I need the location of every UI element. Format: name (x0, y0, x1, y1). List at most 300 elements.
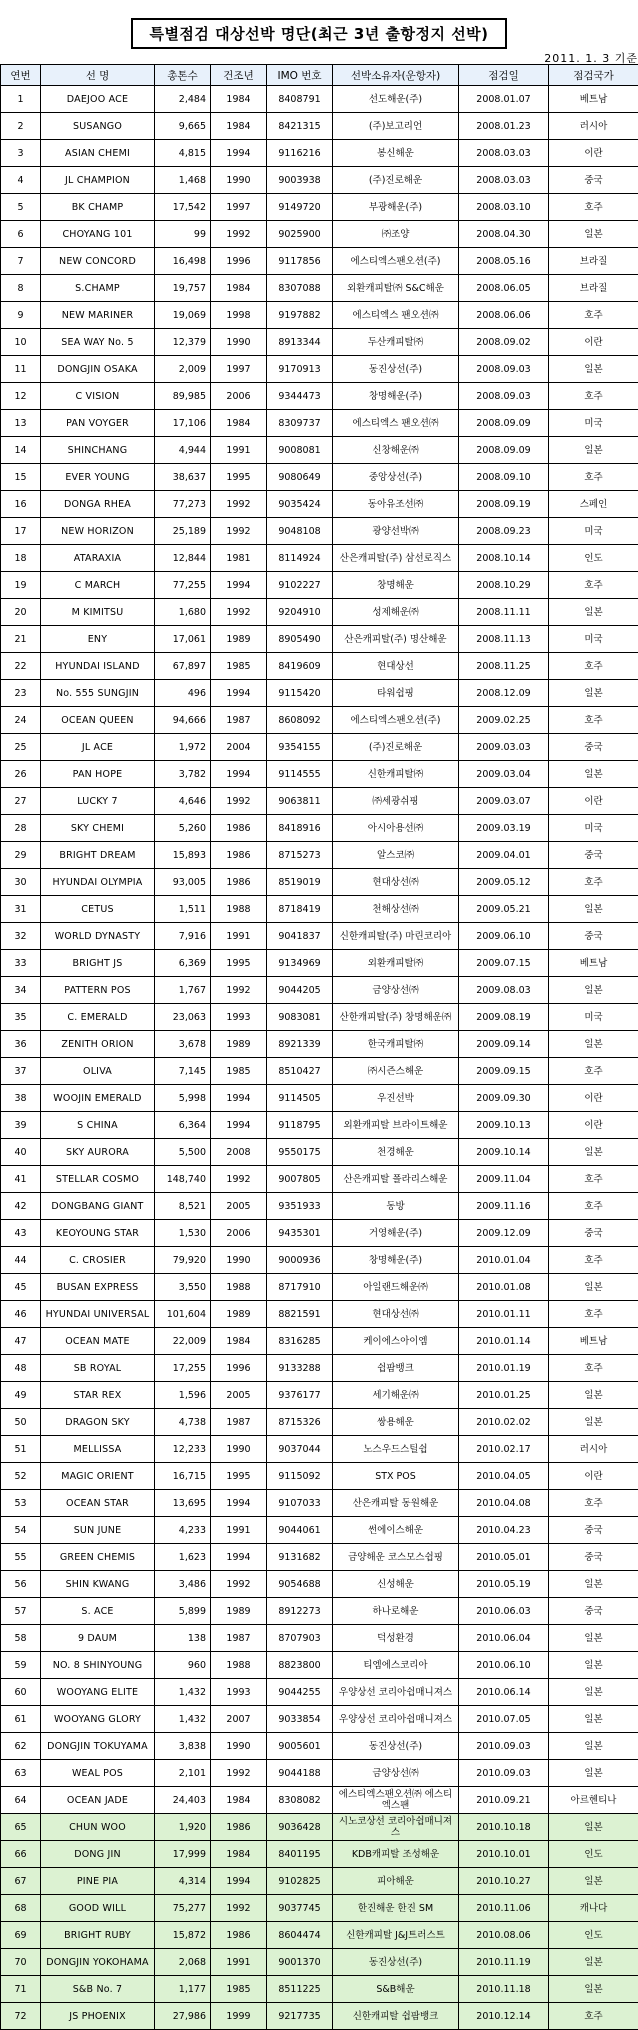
cell-no: 4 (1, 167, 41, 194)
cell-ship-name: OLIVA (41, 1058, 155, 1085)
cell-imo: 9025900 (267, 221, 333, 248)
cell-country: 러시아 (549, 1436, 638, 1463)
cell-inspection-date: 2010.01.14 (459, 1328, 549, 1355)
cell-gross-tonnage: 3,550 (155, 1274, 211, 1301)
cell-inspection-date: 2009.07.15 (459, 950, 549, 977)
cell-gross-tonnage: 5,998 (155, 1085, 211, 1112)
cell-imo: 9170913 (267, 356, 333, 383)
cell-build-year: 1984 (211, 275, 267, 302)
cell-imo: 9114505 (267, 1085, 333, 1112)
cell-owner: (주)보고리언 (333, 113, 459, 140)
cell-imo: 9083081 (267, 1004, 333, 1031)
cell-imo: 8717910 (267, 1274, 333, 1301)
cell-ship-name: NEW MARINER (41, 302, 155, 329)
cell-build-year: 2006 (211, 383, 267, 410)
cell-inspection-date: 2010.10.18 (459, 1814, 549, 1841)
cell-country: 이란 (549, 140, 638, 167)
cell-imo: 8715326 (267, 1409, 333, 1436)
cell-inspection-date: 2008.01.07 (459, 86, 549, 113)
cell-inspection-date: 2010.06.04 (459, 1625, 549, 1652)
cell-owner: STX POS (333, 1463, 459, 1490)
cell-imo: 9044255 (267, 1679, 333, 1706)
cell-gross-tonnage: 15,872 (155, 1922, 211, 1949)
cell-build-year: 1988 (211, 1274, 267, 1301)
cell-inspection-date: 2010.01.19 (459, 1355, 549, 1382)
table-row (1, 167, 638, 194)
cell-country: 호주 (549, 1490, 638, 1517)
cell-inspection-date: 2008.03.03 (459, 167, 549, 194)
cell-no: 30 (1, 869, 41, 896)
cell-ship-name: C MARCH (41, 572, 155, 599)
table-row (1, 1463, 638, 1490)
cell-build-year: 2006 (211, 1220, 267, 1247)
table-row (1, 1490, 638, 1517)
cell-imo: 8905490 (267, 626, 333, 653)
cell-build-year: 1993 (211, 1004, 267, 1031)
cell-inspection-date: 2008.09.03 (459, 383, 549, 410)
cell-ship-name: MAGIC ORIENT (41, 1463, 155, 1490)
cell-owner: 금양상선㈜ (333, 1760, 459, 1787)
cell-owner: 쌍용해운 (333, 1409, 459, 1436)
cell-owner: 두산캐피탈㈜ (333, 329, 459, 356)
cell-ship-name: PAN VOYGER (41, 410, 155, 437)
cell-imo: 9354155 (267, 734, 333, 761)
cell-gross-tonnage: 4,738 (155, 1409, 211, 1436)
cell-build-year: 1986 (211, 1814, 267, 1841)
cell-country: 중국 (549, 1598, 638, 1625)
cell-inspection-date: 2008.09.09 (459, 410, 549, 437)
cell-ship-name: DONGJIN TOKUYAMA (41, 1733, 155, 1760)
cell-imo: 8718419 (267, 896, 333, 923)
cell-gross-tonnage: 5,500 (155, 1139, 211, 1166)
cell-country: 인도 (549, 1841, 638, 1868)
cell-imo: 9204910 (267, 599, 333, 626)
cell-ship-name: DONG JIN (41, 1841, 155, 1868)
cell-ship-name: SB ROYAL (41, 1355, 155, 1382)
cell-ship-name: SKY AURORA (41, 1139, 155, 1166)
cell-imo: 9351933 (267, 1193, 333, 1220)
cell-no: 2 (1, 113, 41, 140)
cell-build-year: 1991 (211, 923, 267, 950)
cell-build-year: 1995 (211, 950, 267, 977)
cell-inspection-date: 2010.07.05 (459, 1706, 549, 1733)
cell-ship-name: JL ACE (41, 734, 155, 761)
cell-gross-tonnage: 3,678 (155, 1031, 211, 1058)
cell-gross-tonnage: 1,972 (155, 734, 211, 761)
cell-build-year: 1987 (211, 707, 267, 734)
table-row (1, 1814, 638, 1841)
cell-inspection-date: 2008.03.03 (459, 140, 549, 167)
cell-inspection-date: 2008.06.06 (459, 302, 549, 329)
cell-ship-name: OCEAN MATE (41, 1328, 155, 1355)
cell-inspection-date: 2008.10.14 (459, 545, 549, 572)
cell-owner: 덕성환경 (333, 1625, 459, 1652)
cell-country: 중국 (549, 1517, 638, 1544)
cell-owner: 우양상선 코리아쉽매니져스 (333, 1679, 459, 1706)
cell-no: 16 (1, 491, 41, 518)
cell-gross-tonnage: 23,063 (155, 1004, 211, 1031)
cell-gross-tonnage: 1,920 (155, 1814, 211, 1841)
cell-country: 일본 (549, 437, 638, 464)
cell-no: 25 (1, 734, 41, 761)
cell-no: 52 (1, 1463, 41, 1490)
cell-imo: 9063811 (267, 788, 333, 815)
cell-country: 일본 (549, 1814, 638, 1841)
table-row (1, 815, 638, 842)
cell-no: 53 (1, 1490, 41, 1517)
cell-inspection-date: 2008.10.29 (459, 572, 549, 599)
cell-owner: KDB캐피탈 조성해운 (333, 1841, 459, 1868)
cell-country: 이란 (549, 1112, 638, 1139)
cell-imo: 9102227 (267, 572, 333, 599)
cell-imo: 9008081 (267, 437, 333, 464)
cell-ship-name: NEW CONCORD (41, 248, 155, 275)
cell-ship-name: No. 555 SUNGJIN (41, 680, 155, 707)
cell-imo: 9107033 (267, 1490, 333, 1517)
table-row (1, 1625, 638, 1652)
table-row (1, 680, 638, 707)
table-row (1, 302, 638, 329)
cell-country: 스페인 (549, 491, 638, 518)
cell-ship-name: C. EMERALD (41, 1004, 155, 1031)
table-row (1, 1328, 638, 1355)
cell-owner: 산은캐피탈 동원해운 (333, 1490, 459, 1517)
cell-build-year: 1994 (211, 572, 267, 599)
cell-owner: 신한캐피탈(주) 마린코리아 (333, 923, 459, 950)
cell-build-year: 1997 (211, 194, 267, 221)
cell-owner: 썬에이스해운 (333, 1517, 459, 1544)
cell-imo: 9117856 (267, 248, 333, 275)
cell-owner: 산한캐피탈(주) 창명해운㈜ (333, 1004, 459, 1031)
cell-inspection-date: 2009.03.04 (459, 761, 549, 788)
cell-imo: 9041837 (267, 923, 333, 950)
cell-inspection-date: 2008.01.23 (459, 113, 549, 140)
cell-owner: 금양상선㈜ (333, 977, 459, 1004)
cell-no: 43 (1, 1220, 41, 1247)
cell-build-year: 1984 (211, 410, 267, 437)
cell-imo: 9001370 (267, 1949, 333, 1976)
table-row (1, 626, 638, 653)
cell-imo: 9007805 (267, 1166, 333, 1193)
cell-no: 38 (1, 1085, 41, 1112)
cell-country: 호주 (549, 1193, 638, 1220)
cell-owner: ㈜세광쉬핑 (333, 788, 459, 815)
cell-country: 호주 (549, 1166, 638, 1193)
cell-country: 베트남 (549, 1328, 638, 1355)
table-row (1, 1112, 638, 1139)
cell-inspection-date: 2010.10.27 (459, 1868, 549, 1895)
cell-owner: 현대상선 (333, 653, 459, 680)
cell-inspection-date: 2010.09.21 (459, 1787, 549, 1814)
cell-gross-tonnage: 8,521 (155, 1193, 211, 1220)
cell-country: 인도 (549, 545, 638, 572)
cell-inspection-date: 2009.08.19 (459, 1004, 549, 1031)
cell-no: 56 (1, 1571, 41, 1598)
cell-no: 51 (1, 1436, 41, 1463)
cell-country: 미국 (549, 1004, 638, 1031)
cell-country: 미국 (549, 518, 638, 545)
cell-owner: 신한캐피탈㈜ (333, 761, 459, 788)
cell-build-year: 1990 (211, 1247, 267, 1274)
table-row (1, 1652, 638, 1679)
cell-inspection-date: 2010.05.01 (459, 1544, 549, 1571)
cell-country: 베트남 (549, 950, 638, 977)
cell-inspection-date: 2010.05.19 (459, 1571, 549, 1598)
cell-country: 호주 (549, 653, 638, 680)
cell-owner: (주)진로해운 (333, 167, 459, 194)
table-row (1, 1517, 638, 1544)
cell-build-year: 1994 (211, 761, 267, 788)
table-row (1, 1895, 638, 1922)
cell-imo: 9134969 (267, 950, 333, 977)
cell-country: 중국 (549, 1544, 638, 1571)
table-row (1, 977, 638, 1004)
cell-owner: ㈜시즌스해운 (333, 1058, 459, 1085)
cell-country: 호주 (549, 383, 638, 410)
cell-country: 호주 (549, 1247, 638, 1274)
cell-inspection-date: 2009.11.04 (459, 1166, 549, 1193)
cell-build-year: 2007 (211, 1706, 267, 1733)
cell-ship-name: GREEN CHEMIS (41, 1544, 155, 1571)
cell-gross-tonnage: 6,369 (155, 950, 211, 977)
cell-build-year: 1985 (211, 1058, 267, 1085)
cell-country: 호주 (549, 464, 638, 491)
cell-owner: 우진선박 (333, 1085, 459, 1112)
cell-gross-tonnage: 13,695 (155, 1490, 211, 1517)
table-row (1, 1733, 638, 1760)
cell-country: 중국 (549, 842, 638, 869)
cell-build-year: 1995 (211, 464, 267, 491)
cell-inspection-date: 2009.10.14 (459, 1139, 549, 1166)
reference-date: 2011. 1. 3 기준 (544, 50, 638, 66)
cell-country: 중국 (549, 734, 638, 761)
table-row (1, 842, 638, 869)
cell-no: 69 (1, 1922, 41, 1949)
cell-ship-name: S CHINA (41, 1112, 155, 1139)
cell-inspection-date: 2008.12.09 (459, 680, 549, 707)
cell-build-year: 1996 (211, 248, 267, 275)
table-row (1, 1706, 638, 1733)
cell-no: 64 (1, 1787, 41, 1814)
cell-inspection-date: 2009.11.16 (459, 1193, 549, 1220)
cell-build-year: 1984 (211, 1328, 267, 1355)
cell-owner: 선도해운(주) (333, 86, 459, 113)
cell-gross-tonnage: 22,009 (155, 1328, 211, 1355)
cell-gross-tonnage: 138 (155, 1625, 211, 1652)
cell-build-year: 1984 (211, 1787, 267, 1814)
cell-country: 미국 (549, 815, 638, 842)
cell-ship-name: HYUNDAI OLYMPIA (41, 869, 155, 896)
cell-gross-tonnage: 79,920 (155, 1247, 211, 1274)
cell-imo: 9197882 (267, 302, 333, 329)
cell-no: 63 (1, 1760, 41, 1787)
cell-gross-tonnage: 496 (155, 680, 211, 707)
cell-inspection-date: 2010.02.02 (459, 1409, 549, 1436)
cell-ship-name: ENY (41, 626, 155, 653)
table-row (1, 788, 638, 815)
header-inspection-date: 점검일 (459, 65, 549, 86)
table-row (1, 221, 638, 248)
cell-ship-name: HYUNDAI UNIVERSAL (41, 1301, 155, 1328)
table-row (1, 518, 638, 545)
table-row (1, 1220, 638, 1247)
cell-ship-name: MELLISSA (41, 1436, 155, 1463)
cell-inspection-date: 2008.09.02 (459, 329, 549, 356)
cell-no: 48 (1, 1355, 41, 1382)
cell-owner: 동진상선(주) (333, 356, 459, 383)
cell-imo: 9005601 (267, 1733, 333, 1760)
cell-build-year: 1981 (211, 545, 267, 572)
header-gross-tonnage: 총톤수 (155, 65, 211, 86)
cell-no: 5 (1, 194, 41, 221)
cell-imo: 8418916 (267, 815, 333, 842)
cell-gross-tonnage: 38,637 (155, 464, 211, 491)
cell-country: 일본 (549, 1760, 638, 1787)
cell-no: 66 (1, 1841, 41, 1868)
cell-ship-name: OCEAN STAR (41, 1490, 155, 1517)
cell-build-year: 1990 (211, 167, 267, 194)
cell-inspection-date: 2008.11.25 (459, 653, 549, 680)
cell-inspection-date: 2010.06.14 (459, 1679, 549, 1706)
cell-no: 45 (1, 1274, 41, 1301)
cell-owner: 케이에스아이엠 (333, 1328, 459, 1355)
table-row (1, 1679, 638, 1706)
cell-no: 35 (1, 1004, 41, 1031)
table-row (1, 437, 638, 464)
cell-gross-tonnage: 99 (155, 221, 211, 248)
cell-owner: 시노코상선 코리아쉽매니져스 (333, 1814, 459, 1841)
cell-ship-name: SKY CHEMI (41, 815, 155, 842)
table-body (1, 86, 638, 2030)
table-row (1, 1274, 638, 1301)
cell-inspection-date: 2009.09.30 (459, 1085, 549, 1112)
title-wrap (0, 18, 638, 49)
cell-owner: 노스우드스틸쉽 (333, 1436, 459, 1463)
cell-gross-tonnage: 3,782 (155, 761, 211, 788)
cell-country: 일본 (549, 1625, 638, 1652)
cell-no: 68 (1, 1895, 41, 1922)
cell-country: 중국 (549, 1220, 638, 1247)
cell-owner: 신한캐피탈 쉽팜뱅크 (333, 2003, 459, 2030)
cell-country: 중국 (549, 923, 638, 950)
cell-country: 호주 (549, 1058, 638, 1085)
cell-inspection-date: 2009.03.07 (459, 788, 549, 815)
table-row (1, 572, 638, 599)
cell-ship-name: DONGA RHEA (41, 491, 155, 518)
cell-gross-tonnage: 17,999 (155, 1841, 211, 1868)
cell-owner: 천해상선㈜ (333, 896, 459, 923)
cell-build-year: 1994 (211, 680, 267, 707)
table-row (1, 410, 638, 437)
cell-build-year: 1992 (211, 518, 267, 545)
cell-inspection-date: 2009.06.10 (459, 923, 549, 950)
cell-owner: 천경해운 (333, 1139, 459, 1166)
cell-gross-tonnage: 4,944 (155, 437, 211, 464)
cell-country: 일본 (549, 1949, 638, 1976)
cell-gross-tonnage: 94,666 (155, 707, 211, 734)
cell-imo: 9344473 (267, 383, 333, 410)
cell-gross-tonnage: 1,530 (155, 1220, 211, 1247)
header-row (1, 65, 638, 86)
cell-owner: 창명해운 (333, 572, 459, 599)
cell-imo: 9115092 (267, 1463, 333, 1490)
cell-country: 일본 (549, 221, 638, 248)
cell-ship-name: EVER YOUNG (41, 464, 155, 491)
cell-build-year: 1986 (211, 842, 267, 869)
cell-ship-name: HYUNDAI ISLAND (41, 653, 155, 680)
table-row (1, 653, 638, 680)
cell-owner: 성제해운㈜ (333, 599, 459, 626)
cell-ship-name: KEOYOUNG STAR (41, 1220, 155, 1247)
cell-gross-tonnage: 7,916 (155, 923, 211, 950)
cell-gross-tonnage: 1,623 (155, 1544, 211, 1571)
cell-no: 40 (1, 1139, 41, 1166)
cell-ship-name: BRIGHT RUBY (41, 1922, 155, 1949)
cell-country: 일본 (549, 1274, 638, 1301)
cell-build-year: 1992 (211, 599, 267, 626)
cell-build-year: 1996 (211, 1355, 267, 1382)
cell-build-year: 1988 (211, 896, 267, 923)
cell-imo: 8401195 (267, 1841, 333, 1868)
cell-ship-name: S. ACE (41, 1598, 155, 1625)
cell-imo: 9033854 (267, 1706, 333, 1733)
cell-gross-tonnage: 1,432 (155, 1679, 211, 1706)
cell-inspection-date: 2008.06.05 (459, 275, 549, 302)
cell-imo: 9035424 (267, 491, 333, 518)
cell-imo: 9115420 (267, 680, 333, 707)
cell-gross-tonnage: 16,715 (155, 1463, 211, 1490)
cell-country: 이란 (549, 329, 638, 356)
cell-imo: 9102825 (267, 1868, 333, 1895)
cell-inspection-date: 2010.11.19 (459, 1949, 549, 1976)
cell-imo: 9044205 (267, 977, 333, 1004)
cell-no: 14 (1, 437, 41, 464)
cell-owner: 피아해운 (333, 1868, 459, 1895)
cell-ship-name: SEA WAY No. 5 (41, 329, 155, 356)
cell-build-year: 1992 (211, 1760, 267, 1787)
cell-imo: 9048108 (267, 518, 333, 545)
table-row (1, 896, 638, 923)
cell-build-year: 1986 (211, 815, 267, 842)
cell-owner: ㈜조양 (333, 221, 459, 248)
cell-build-year: 2005 (211, 1382, 267, 1409)
cell-imo: 8821591 (267, 1301, 333, 1328)
cell-gross-tonnage: 19,069 (155, 302, 211, 329)
cell-owner: 창명해운(주) (333, 383, 459, 410)
cell-owner: 동아유조선㈜ (333, 491, 459, 518)
cell-ship-name: CHUN WOO (41, 1814, 155, 1841)
cell-owner: 쉽팜뱅크 (333, 1355, 459, 1382)
cell-no: 13 (1, 410, 41, 437)
cell-owner: 신한캐피탈 J&J트러스트 (333, 1922, 459, 1949)
cell-owner: 현대상선㈜ (333, 1301, 459, 1328)
cell-owner: 한국캐피탈㈜ (333, 1031, 459, 1058)
cell-no: 41 (1, 1166, 41, 1193)
cell-ship-name: DONGBANG GIANT (41, 1193, 155, 1220)
cell-build-year: 1986 (211, 1922, 267, 1949)
cell-build-year: 2004 (211, 734, 267, 761)
cell-gross-tonnage: 17,255 (155, 1355, 211, 1382)
cell-no: 1 (1, 86, 41, 113)
cell-no: 12 (1, 383, 41, 410)
cell-no: 20 (1, 599, 41, 626)
cell-no: 8 (1, 275, 41, 302)
cell-ship-name: OCEAN QUEEN (41, 707, 155, 734)
cell-no: 72 (1, 2003, 41, 2030)
cell-inspection-date: 2008.05.16 (459, 248, 549, 275)
cell-inspection-date: 2009.02.25 (459, 707, 549, 734)
cell-gross-tonnage: 4,233 (155, 1517, 211, 1544)
